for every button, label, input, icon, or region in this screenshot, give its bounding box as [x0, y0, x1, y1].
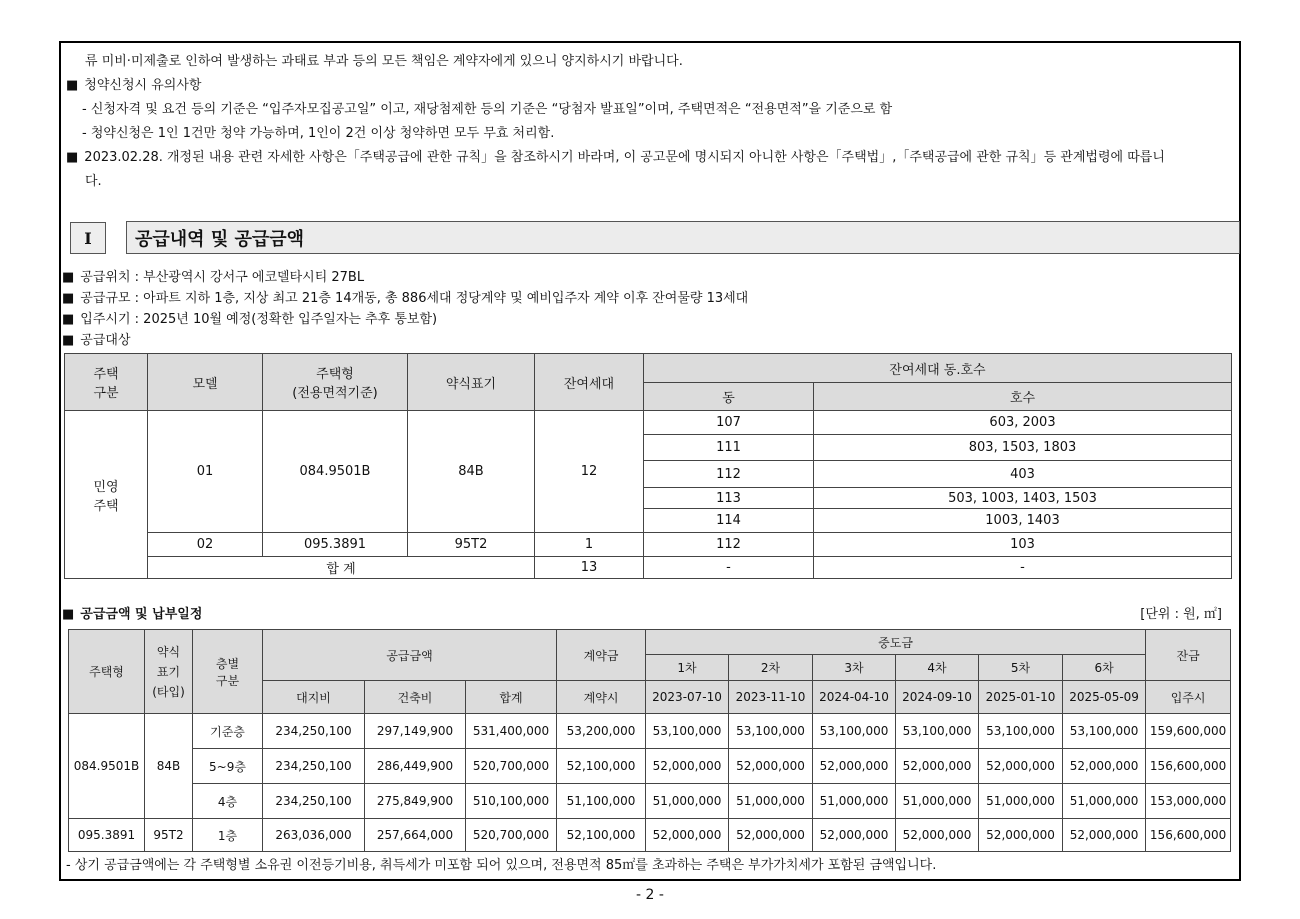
- col-header-round: 5차: [979, 655, 1063, 681]
- col-header-date: 2025-05-09: [1063, 681, 1146, 714]
- abbr-cell: 95T2: [408, 533, 535, 557]
- sum-cell: 520,700,000: [466, 819, 557, 852]
- total-dong: -: [644, 557, 814, 579]
- middle-cell: 51,000,000: [813, 784, 896, 819]
- ho-cell: 1003, 1403: [814, 509, 1232, 533]
- building-cell: 257,664,000: [365, 819, 466, 852]
- floor-cell: 4층: [193, 784, 263, 819]
- col-header-abbr: 약식표기: [408, 354, 535, 411]
- middle-cell: 51,000,000: [979, 784, 1063, 819]
- model-cell: 02: [148, 533, 263, 557]
- col-header-units-group: 잔여세대 동.호수: [644, 354, 1232, 383]
- middle-cell: 51,000,000: [1063, 784, 1146, 819]
- col-header-type: 주택 구분: [65, 354, 148, 411]
- info-movein: ■ 입주시기 : 2025년 10월 예정(정확한 입주일자는 추후 통보함): [62, 308, 437, 327]
- dong-cell: 111: [644, 435, 814, 461]
- middle-cell: 52,000,000: [646, 819, 729, 852]
- table-row: [69, 784, 1231, 819]
- building-cell: 286,449,900: [365, 749, 466, 784]
- sum-cell: 510,100,000: [466, 784, 557, 819]
- price-table: [68, 629, 1231, 852]
- col-header-date: 2023-11-10: [729, 681, 813, 714]
- col-header-model: 모델: [148, 354, 263, 411]
- col-header-dong: 동: [644, 383, 814, 411]
- col-header-deposit-when: 계약시: [557, 681, 646, 714]
- dong-cell: 112: [644, 533, 814, 557]
- footnote: - 상기 공급금액에는 각 주택형별 소유권 이전등기비용, 취득세가 미포함 되어 있으며, 전용면적 85㎡를 초과하는 주택은 부가가치세가 포함된 금액입니다.: [66, 858, 937, 873]
- sum-cell: 520,700,000: [466, 749, 557, 784]
- col-header-balance-when: 입주시: [1146, 681, 1231, 714]
- col-header-date: 2025-01-10: [979, 681, 1063, 714]
- table-row: [69, 714, 1231, 749]
- balance-cell: 159,600,000: [1146, 714, 1231, 749]
- floor-cell: 5~9층: [193, 749, 263, 784]
- middle-cell: 52,000,000: [729, 819, 813, 852]
- house-type-cell: 095.3891: [263, 533, 408, 557]
- deposit-cell: 52,100,000: [557, 749, 646, 784]
- ho-cell: 403: [814, 461, 1232, 488]
- balance-cell: 156,600,000: [1146, 749, 1231, 784]
- col-header-floor: 층별 구분: [193, 630, 263, 714]
- building-cell: 297,149,900: [365, 714, 466, 749]
- note-line: - 신청자격 및 요건 등의 기준은 “입주자모집공고일” 이고, 재당첨제한 등의 기준은 “당첨자 발표일”이며, 주택면적은 “전용면적”을 기준으로 함: [82, 102, 893, 117]
- col-header-date: 2024-09-10: [896, 681, 979, 714]
- total-ho: -: [814, 557, 1232, 579]
- ho-cell: 803, 1503, 1803: [814, 435, 1232, 461]
- note-line: 다.: [85, 174, 102, 189]
- dong-cell: 114: [644, 509, 814, 533]
- balance-cell: 153,000,000: [1146, 784, 1231, 819]
- land-cell: 234,250,100: [263, 714, 365, 749]
- ho-cell: 103: [814, 533, 1232, 557]
- middle-cell: 53,100,000: [896, 714, 979, 749]
- col-header-date: 2023-07-10: [646, 681, 729, 714]
- sum-cell: 531,400,000: [466, 714, 557, 749]
- house-type-cell: 084.9501B: [263, 411, 408, 533]
- land-cell: 234,250,100: [263, 784, 365, 819]
- building-cell: 275,849,900: [365, 784, 466, 819]
- house-type-cell: 084.9501B: [69, 714, 145, 819]
- middle-cell: 53,100,000: [1063, 714, 1146, 749]
- model-cell: 01: [148, 411, 263, 533]
- middle-cell: 52,000,000: [896, 819, 979, 852]
- count-cell: 12: [535, 411, 644, 533]
- middle-cell: 52,000,000: [979, 819, 1063, 852]
- col-header-balance: 잔금: [1146, 630, 1231, 681]
- col-header-land: 대지비: [263, 681, 365, 714]
- unit-label: [단위 : 원, ㎡]: [1140, 607, 1222, 622]
- middle-cell: 51,000,000: [729, 784, 813, 819]
- abbr-cell: 84B: [408, 411, 535, 533]
- count-cell: 1: [535, 533, 644, 557]
- abbr-cell: 84B: [145, 714, 193, 819]
- type-cell: 민영 주택: [65, 411, 148, 579]
- land-cell: 263,036,000: [263, 819, 365, 852]
- middle-cell: 52,000,000: [1063, 819, 1146, 852]
- note-line: 류 미비·미제출로 인하여 발생하는 과태료 부과 등의 모든 책임은 계약자에게 있으니 양지하시기 바랍니다.: [85, 54, 683, 69]
- note-heading: ■ 청약신청시 유의사항: [66, 74, 201, 93]
- col-header-round: 6차: [1063, 655, 1146, 681]
- col-header-building: 건축비: [365, 681, 466, 714]
- col-header-remaining: 잔여세대: [535, 354, 644, 411]
- total-count: 13: [535, 557, 644, 579]
- section-number: I: [70, 222, 106, 254]
- note-line: - 청약신청은 1인 1건만 청약 가능하며, 1인이 2건 이상 청약하면 모두 무효 처리함.: [82, 126, 555, 141]
- info-target: ■ 공급대상: [62, 329, 131, 348]
- floor-cell: 1층: [193, 819, 263, 852]
- ho-cell: 603, 2003: [814, 411, 1232, 435]
- col-header-sum: 합계: [466, 681, 557, 714]
- middle-cell: 52,000,000: [979, 749, 1063, 784]
- col-header-round: 2차: [729, 655, 813, 681]
- col-header-supply: 공급금액: [263, 630, 557, 681]
- section-title: 공급내역 및 공급금액: [126, 221, 1240, 254]
- middle-cell: 53,100,000: [813, 714, 896, 749]
- balance-cell: 156,600,000: [1146, 819, 1231, 852]
- dong-cell: 112: [644, 461, 814, 488]
- ho-cell: 503, 1003, 1403, 1503: [814, 488, 1232, 509]
- info-location: ■ 공급위치 : 부산광역시 강서구 에코델타시티 27BL: [62, 266, 364, 285]
- total-row: [65, 557, 1232, 579]
- middle-cell: 52,000,000: [729, 749, 813, 784]
- middle-cell: 52,000,000: [813, 819, 896, 852]
- col-header-house-type: 주택형: [69, 630, 145, 714]
- table-row: [65, 411, 1232, 435]
- middle-cell: 52,000,000: [813, 749, 896, 784]
- land-cell: 234,250,100: [263, 749, 365, 784]
- table-row: [65, 533, 1232, 557]
- note-line: ■ 2023.02.28. 개정된 내용 관련 자세한 사항은「주택공급에 관한 규칙」을 참조하시기 바라며, 이 공고문에 명시되지 아니한 사항은「주택법」,「주택공급에 관한 규칙」등 관계법령에 따릅니: [66, 146, 1165, 165]
- table-row: [69, 749, 1231, 784]
- house-type-cell: 095.3891: [69, 819, 145, 852]
- middle-cell: 52,000,000: [1063, 749, 1146, 784]
- price-section-title: ■ 공급금액 및 납부일정: [62, 603, 202, 622]
- deposit-cell: 51,100,000: [557, 784, 646, 819]
- col-header-house-type: 주택형 (전용면적기준): [263, 354, 408, 411]
- info-scale: ■ 공급규모 : 아파트 지하 1층, 지상 최고 21층 14개동, 총 886세대 정당계약 및 예비입주자 계약 이후 잔여물량 13세대: [62, 287, 748, 306]
- col-header-ho: 호수: [814, 383, 1232, 411]
- middle-cell: 51,000,000: [896, 784, 979, 819]
- col-header-deposit: 계약금: [557, 630, 646, 681]
- middle-cell: 52,000,000: [896, 749, 979, 784]
- dong-cell: 113: [644, 488, 814, 509]
- col-header-date: 2024-04-10: [813, 681, 896, 714]
- middle-cell: 53,100,000: [729, 714, 813, 749]
- deposit-cell: 52,100,000: [557, 819, 646, 852]
- col-header-round: 3차: [813, 655, 896, 681]
- abbr-cell: 95T2: [145, 819, 193, 852]
- col-header-round: 4차: [896, 655, 979, 681]
- dong-cell: 107: [644, 411, 814, 435]
- col-header-round: 1차: [646, 655, 729, 681]
- middle-cell: 53,100,000: [646, 714, 729, 749]
- page-number: - 2 -: [636, 887, 664, 903]
- middle-cell: 51,000,000: [646, 784, 729, 819]
- col-header-abbr: 약식 표기 (타입): [145, 630, 193, 714]
- total-label: 합 계: [148, 557, 535, 579]
- middle-cell: 53,100,000: [979, 714, 1063, 749]
- middle-cell: 52,000,000: [646, 749, 729, 784]
- supply-table: [64, 353, 1232, 579]
- col-header-middle: 중도금: [646, 630, 1146, 655]
- deposit-cell: 53,200,000: [557, 714, 646, 749]
- floor-cell: 기준층: [193, 714, 263, 749]
- table-row: [69, 819, 1231, 852]
